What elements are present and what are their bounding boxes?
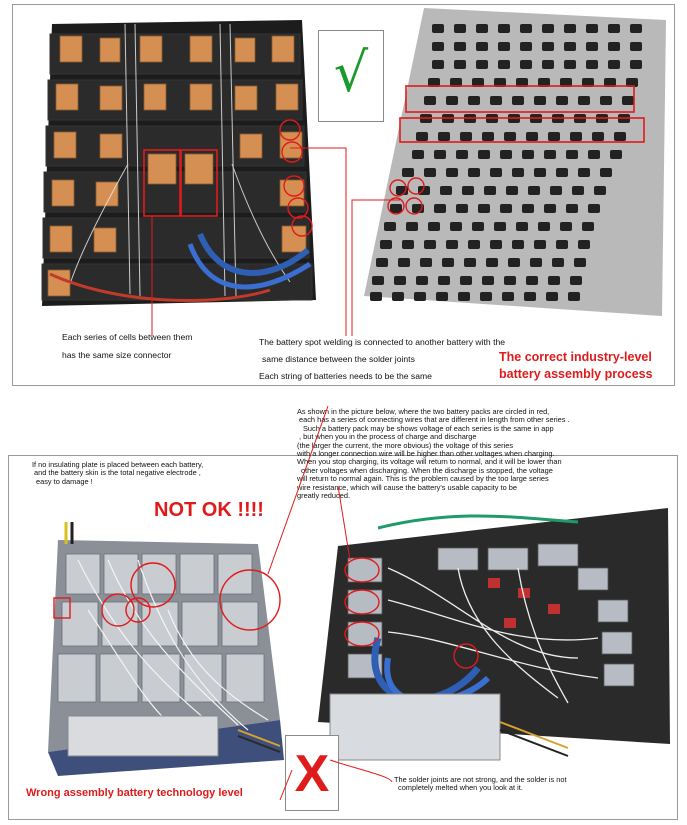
correct-process-heading-line2: battery assembly process [499,367,653,381]
explanation-line: wire resistance, which will cause the battery's usable capacity to be [297,482,517,492]
explanation-line: , but when you in the process of charge and discharge [299,432,477,442]
not-ok-label: NOT OK !!!! [154,499,264,521]
correct-process-heading-line1: The correct industry-level [499,350,652,364]
insulating-note-line: If no insulating plate is placed between each battery, [32,460,204,469]
caption-spot-welding-line1: The battery spot welding is connected to another battery with the [259,337,506,347]
explanation-line: will return to normal again. This is the problem caused by the too large series [297,474,549,484]
insulating-note-line: and the battery skin is the total negative electrode , [34,468,201,478]
explanation-line: each has a series of connecting wires that are different in length from other series . [299,415,570,425]
explanation-line: When you stop charging, its voltage will return to normal, and it will be lower than [297,457,562,467]
wrong-assembly-caption: Wrong assembly battery technology level [26,787,243,799]
x-mark-icon: X [294,745,330,803]
insulating-note-line: easy to damage ! [36,476,93,486]
caption-same-connector-line1: Each series of cells between them [62,332,193,342]
caption-spot-welding-line2: same distance between the solder joints [262,354,415,364]
explanation-line: As shown in the picture below, where the two battery packs are circled in red, [297,407,550,416]
explanation-line: with a longer connection wire will be higher than other voltages when charging. [297,449,555,459]
explanation-line: greatly reduced. [297,491,350,501]
solder-note-line2: completely melted when you look at it. [398,783,523,793]
solder-note-line1: The solder joints are not strong, and the solder is not [394,775,567,784]
explanation-line: Such a battery pack may be shows voltage of each series is the same in app [303,423,554,433]
explanation-line: (the larger the current, the more obvious) the voltage of this series [297,440,514,450]
caption-same-connector-line2: has the same size connector [62,350,172,360]
explanation-line: other voltages when discharging. When the discharge is stopped, the voltage [301,465,553,475]
solder-note [394,776,684,793]
caption-spot-welding-line3: Each string of batteries needs to be the same [259,371,432,381]
check-mark-icon: √ [333,41,369,104]
